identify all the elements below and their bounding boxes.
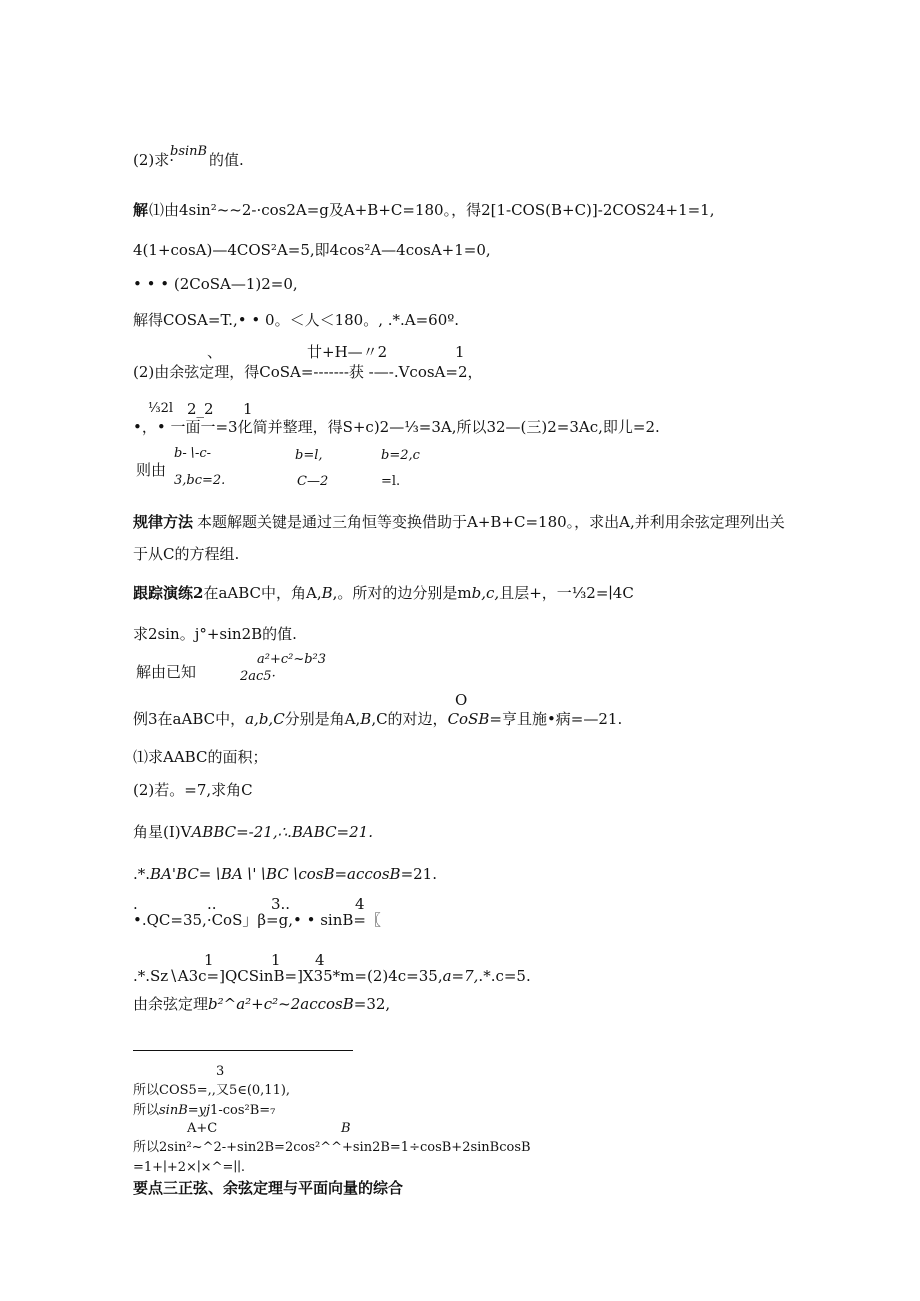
solution-line-6: •，• 一面一=3化简并整理，得S+c)2—⅓=3A,所以32—(三)2=3Ac,即儿=2. — [133, 418, 660, 436]
practice-line-2: 求2sin。j°+sin2B的值. — [133, 625, 297, 643]
dot-mark: .. — [207, 895, 217, 913]
answer-line-3: •.QC=35,·CoS」β=g,• • sinB=〖 — [133, 911, 381, 929]
practice-line-1: 跟踪演练2在aABC中，角A,B,。所对的边分别是mb,c,且层+，一⅓2=∣4C — [133, 584, 634, 602]
solution-label: 解 — [133, 201, 149, 219]
answer-line-5: 由余弦定理b²^a²+c²~2accosB=32, — [133, 995, 391, 1013]
solution-2-label: 解由已知 — [136, 663, 197, 681]
example-3-question-2: (2)若。=7,求角C — [133, 781, 253, 799]
solution-line-5: (2)由余弦定理，得CoSA=-------获 -—-.VcosA=2， — [133, 363, 483, 381]
system-row: b=l, — [295, 448, 323, 463]
fraction-numerator: bsinB — [170, 144, 208, 159]
fraction-fragment: 1 — [455, 343, 465, 361]
fraction-fragment: 1 — [271, 951, 281, 969]
fraction-numerator: a²+c²~b²3 — [257, 652, 327, 667]
solution-line-4: 解得COSA=T.,• • 0。＜人＜180。, .*.A=60º. — [133, 311, 460, 329]
fraction-fragment: 、 — [207, 343, 223, 361]
fraction-fragment: 4 — [355, 895, 365, 913]
footnote-rule — [133, 1050, 353, 1051]
solution-line-2: 4(1+cosA)—4COS²A=5,即4cos²A—4cosA+1=0, — [133, 241, 491, 259]
method-line-1: 本题解题关键是通过三角恒等变换借助于A+B+C=180。，求出A,并利用余弦定理列出关 — [197, 513, 785, 531]
fraction-fragment: B — [341, 1121, 351, 1136]
example-3-line: 例3在aABC中，a,b,C分别是角A,B,C的对边，CoSB=亨且施•病=—21. — [133, 710, 623, 728]
fraction-fragment: 1 — [204, 951, 214, 969]
overmark: O — [455, 691, 468, 709]
fraction-fragment: 3 — [216, 1064, 225, 1079]
system-row: 3,bc=2. — [174, 473, 226, 488]
fraction-fragment: A+C — [187, 1121, 218, 1136]
fraction-denominator: 2ac5· — [240, 669, 276, 684]
answer-line-4: .*.Sz∖A3c=]QCSinB=]X35*m=(2)4c=35,a=7,.*.c=5. — [133, 967, 531, 985]
section-heading: 要点三正弦、余弦定理与平面向量的综合 — [133, 1179, 404, 1197]
solution-line-1: ⑴由4sin²~~2-·cos2A=g及A+B+C=180。，得2[1-COS(B+C)]-2COS24+1=1, — [149, 201, 715, 219]
dot-mark: . — [133, 895, 138, 913]
answer-line-2: .*.BA'BC=∖BA∖'∖BC∖cosB=accosB=21. — [133, 865, 437, 883]
note-line-4: =1+∣+2×∣×^=∣∣. — [133, 1160, 246, 1175]
system-label: 则由 — [136, 461, 167, 479]
note-line-2: 所以sinB=yj1-cos²B=₇ — [133, 1103, 276, 1118]
fraction-fragment: 1 — [243, 400, 253, 418]
solution-line-3: • • • (2CoSA—1)2=0, — [133, 275, 298, 293]
fraction-fragment: 3.. — [271, 895, 291, 913]
note-line-3: 所以2sin²~^2-+sin2B=2cos²^^+sin2B=1÷cosB+2sinBcosB — [133, 1140, 531, 1155]
answer-line-1: 角星(I)VABBC=-21,∴.BABC=21. — [133, 823, 373, 841]
fraction-fragment: 廿+H—〃2 — [307, 343, 388, 361]
method-label: 规律方法 — [133, 513, 194, 531]
question-2-suffix: 的值. — [209, 151, 244, 169]
question-2-prefix: (2)求· — [133, 151, 175, 169]
fraction-fragment: ⅓2l — [148, 401, 174, 416]
system-row: C—2 — [297, 474, 329, 489]
fraction-fragment: 2_2 — [187, 400, 214, 418]
note-line-1: 所以COS5=,,又5∈(0,11), — [133, 1083, 291, 1098]
method-line-2: 于从C的方程组. — [133, 545, 240, 563]
system-row: b=2,c — [381, 448, 420, 463]
fraction-fragment: 4 — [315, 951, 325, 969]
system-row: =l. — [381, 474, 401, 489]
example-3-question-1: ⑴求AABC的面积； — [133, 748, 268, 766]
system-row: b-∖-c- — [174, 446, 212, 461]
